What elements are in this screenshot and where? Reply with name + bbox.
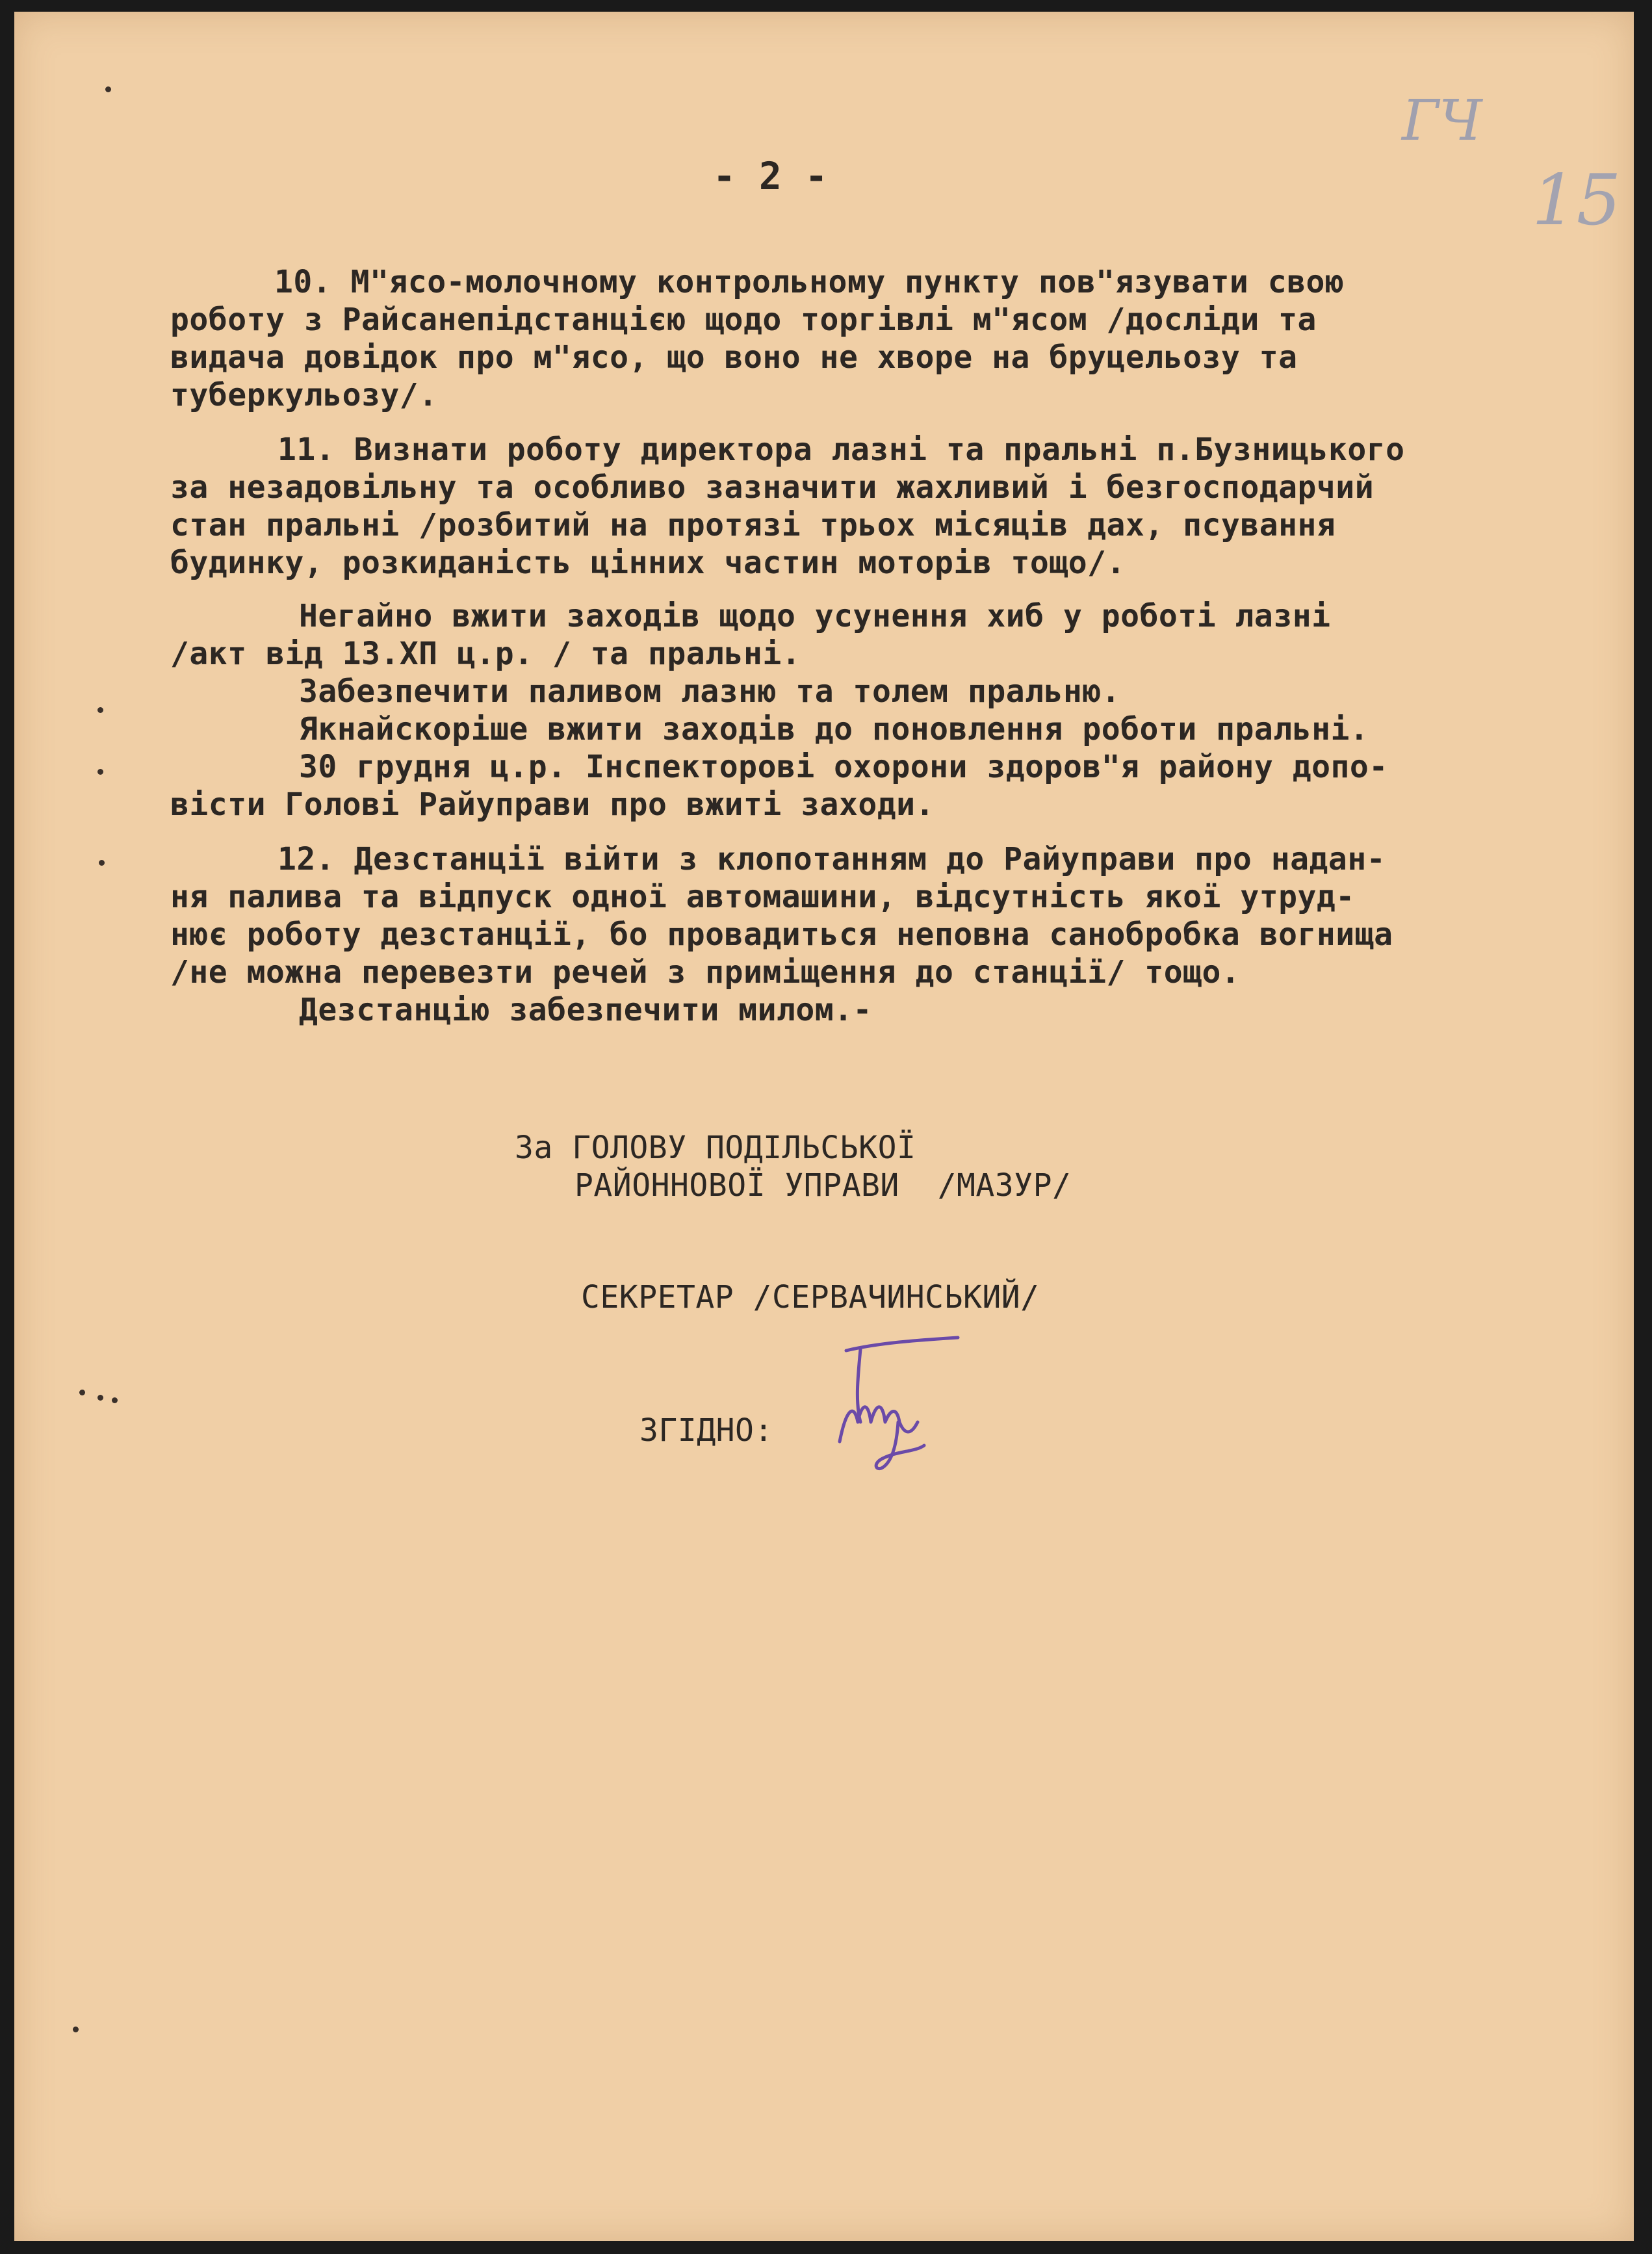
item-11b-line-5: 30 грудня ц.р. Інспекторові охорони здоров"я району допо- bbox=[299, 749, 1388, 785]
head-signature-line-2: РАЙОННОВОЇ УПРАВИ /МАЗУР/ bbox=[574, 1167, 1072, 1204]
item-11b-line-2: /акт від 13.ХП ц.р. / та пральні. bbox=[170, 636, 801, 672]
punch-mark bbox=[79, 1390, 85, 1395]
document-page bbox=[14, 12, 1634, 2241]
punch-mark bbox=[73, 2027, 79, 2032]
item-12-line-3: нює роботу дезстанції, бо провадиться неповна санобробка вогнища bbox=[170, 916, 1393, 953]
item-11-line-1: 11. Визнати роботу директора лазні та пральні п.Бузницького bbox=[277, 432, 1405, 468]
page-number: - 2 - bbox=[713, 154, 829, 198]
item-12-line-2: ня палива та відпуск одної автомашини, відсутність якої утруд- bbox=[170, 879, 1355, 915]
sheet-number: 15 bbox=[1532, 160, 1621, 241]
agreed-label: ЗГІДНО: bbox=[639, 1412, 773, 1449]
item-12-line-4: /не можна перевезти речей з приміщення до станції/ тощо. bbox=[170, 954, 1241, 991]
item-11-line-4: будинку, розкиданість цінних частин моторів тощо/. bbox=[170, 545, 1126, 581]
punch-mark bbox=[105, 86, 111, 92]
punch-mark bbox=[99, 860, 105, 866]
punch-mark bbox=[97, 769, 103, 775]
item-11-line-2: за незадовільну та особливо зазначити жахливий і безгосподарчий bbox=[170, 469, 1375, 506]
punch-mark bbox=[112, 1397, 118, 1403]
item-11b-line-3: Забезпечити паливом лазню та толем пральню. bbox=[299, 673, 1121, 710]
item-11-line-3: стан пральні /розбитий на протязі трьох місяців дах, псування bbox=[170, 507, 1336, 543]
item-11b-line-4: Якнайскоріше вжити заходів до поновлення роботи пральні. bbox=[299, 711, 1369, 747]
item-10-line-1: 10. М"ясо-молочному контрольному пункту пов"язувати свою bbox=[274, 264, 1345, 300]
secretary-signature: СЕКРЕТАР /СЕРВАЧИНСЬКИЙ/ bbox=[581, 1279, 1040, 1315]
archive-mark: ГЧ bbox=[1402, 88, 1482, 153]
item-12-line-1: 12. Дезстанції війти з клопотанням до Райуправи про надан- bbox=[277, 841, 1386, 877]
punch-mark bbox=[97, 707, 103, 713]
item-11b-line-6: вісти Голові Райуправи про вжиті заходи. bbox=[170, 786, 935, 823]
item-10-line-3: видача довідок про м"ясо, що воно не хворе на бруцельозу та bbox=[170, 339, 1298, 376]
handwritten-signature-icon bbox=[820, 1325, 970, 1481]
punch-mark bbox=[97, 1395, 103, 1401]
item-10-line-4: туберкульозу/. bbox=[170, 377, 438, 413]
head-signature-line-1: За ГОЛОВУ ПОДІЛЬСЬКОЇ bbox=[515, 1130, 916, 1166]
item-11b-line-1: Негайно вжити заходів щодо усунення хиб у роботі лазні bbox=[299, 598, 1331, 634]
item-10-line-2: роботу з Райсанепідстанцією щодо торгівлі м"ясом /досліди та bbox=[170, 302, 1317, 338]
item-12-line-5: Дезстанцію забезпечити милом.- bbox=[299, 992, 872, 1028]
